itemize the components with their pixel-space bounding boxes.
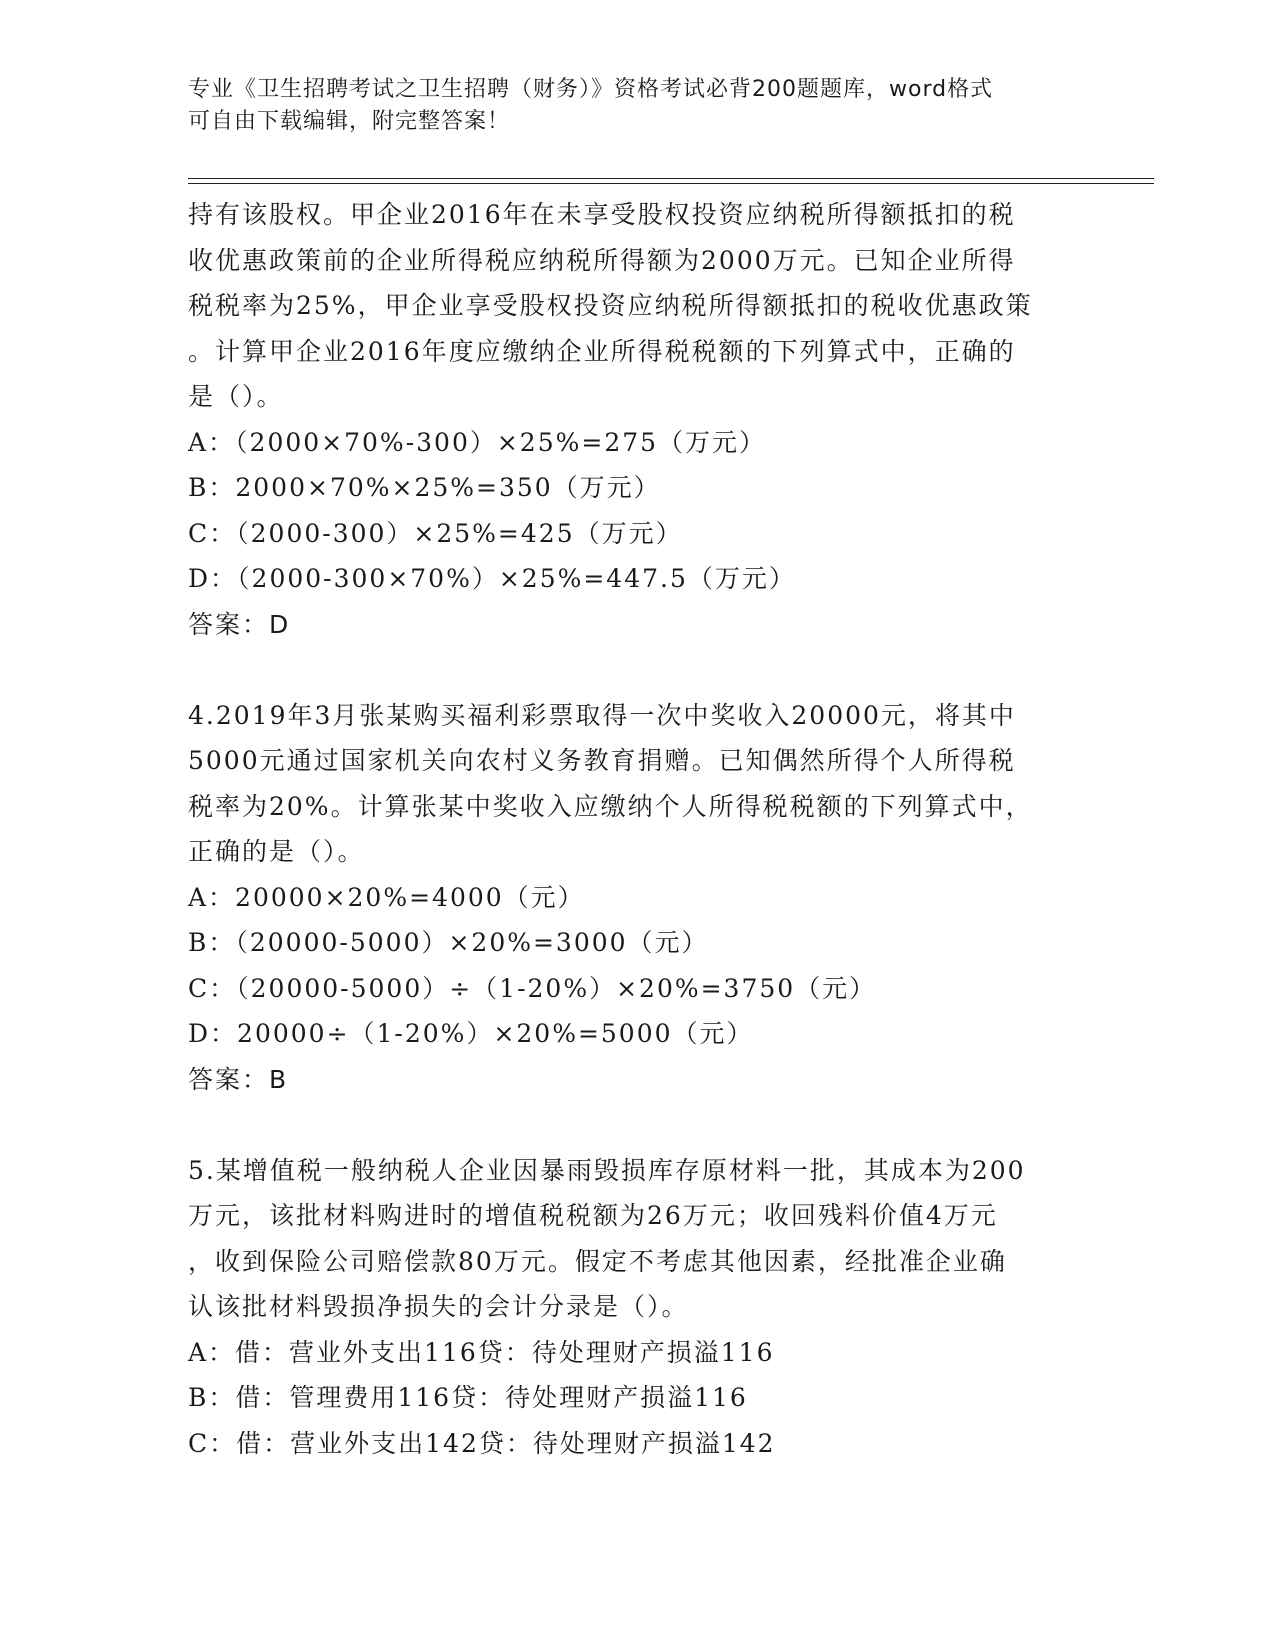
option-b: B：（20000-5000）×20%=3000（元） — [188, 928, 709, 957]
option-d: D：（2000-300×70%）×25%=447.5（万元） — [188, 564, 796, 593]
question-stem-line: 万元，该批材料购进时的增值税税额为26万元；收回残料价值4万元 — [188, 1201, 998, 1230]
option-c: C：（20000-5000）÷（1-20%）×20%=3750（元） — [188, 973, 877, 1003]
question-stem-line: 4.2019年3月张某购买福利彩票取得一次中奖收入20000元，将其中 — [188, 700, 1016, 730]
spacer — [188, 647, 1088, 693]
questions-body — [188, 192, 1088, 1466]
option-c: C：（2000-300）×25%=425（万元） — [188, 518, 683, 548]
answer-label: 答案：D — [188, 609, 291, 639]
question-stem-line: 税率为20%。计算张某中奖收入应缴纳个人所得税税额的下列算式中， — [188, 791, 1033, 821]
question-stem-line: 是（）。 — [188, 382, 284, 411]
question-stem-line: 持有该股权。甲企业2016年在未享受股权投资应纳税所得额抵扣的税 — [188, 200, 1016, 229]
question-3 — [188, 192, 1088, 647]
option-b: B：借：管理费用116贷：待处理财产损溢116 — [188, 1383, 748, 1412]
header-divider-bottom — [188, 183, 1154, 184]
question-stem-line: 收优惠政策前的企业所得税应纳税所得额为2000万元。已知企业所得 — [188, 245, 1016, 275]
option-c: C：借：营业外支出142贷：待处理财产损溢142 — [188, 1428, 776, 1458]
question-5 — [188, 1148, 1088, 1467]
question-stem-line: 5.某增值税一般纳税人企业因暴雨毁损库存原材料一批，其成本为200 — [188, 1155, 1026, 1185]
option-d: D：20000÷（1-20%）×20%=5000（元） — [188, 1019, 754, 1048]
header-title-line-2: 可自由下载编辑，附完整答案！ — [188, 109, 511, 134]
question-stem-line: 5000元通过国家机关向农村义务教育捐赠。已知偶然所得个人所得税 — [188, 746, 1016, 775]
question-4 — [188, 693, 1088, 1103]
question-stem-line: 。计算甲企业2016年度应缴纳企业所得税税额的下列算式中，正确的 — [188, 336, 1016, 366]
question-stem-line: ，收到保险公司赔偿款80万元。假定不考虑其他因素，经批准企业确 — [188, 1246, 1007, 1276]
option-b: B：2000×70%×25%=350（万元） — [188, 473, 661, 502]
question-stem-line: 正确的是（）。 — [188, 837, 365, 866]
option-a: A：20000×20%=4000（元） — [188, 882, 585, 912]
question-stem-line: 税税率为25%，甲企业享受股权投资应纳税所得额抵扣的税收优惠政策 — [188, 291, 1033, 320]
option-a: A：借：营业外支出116贷：待处理财产损溢116 — [188, 1337, 775, 1367]
option-a: A：（2000×70%-300）×25%=275（万元） — [188, 427, 767, 457]
question-stem-line: 认该批材料毁损净损失的会计分录是（）。 — [188, 1292, 689, 1321]
header-title-line-1: 专业《卫生招聘考试之卫生招聘（财务）》资格考试必背200题题库，word格式 — [188, 77, 994, 102]
answer-label: 答案：B — [188, 1064, 289, 1094]
document-header — [188, 74, 1088, 138]
spacer — [188, 1102, 1088, 1148]
header-divider-top — [188, 178, 1154, 179]
